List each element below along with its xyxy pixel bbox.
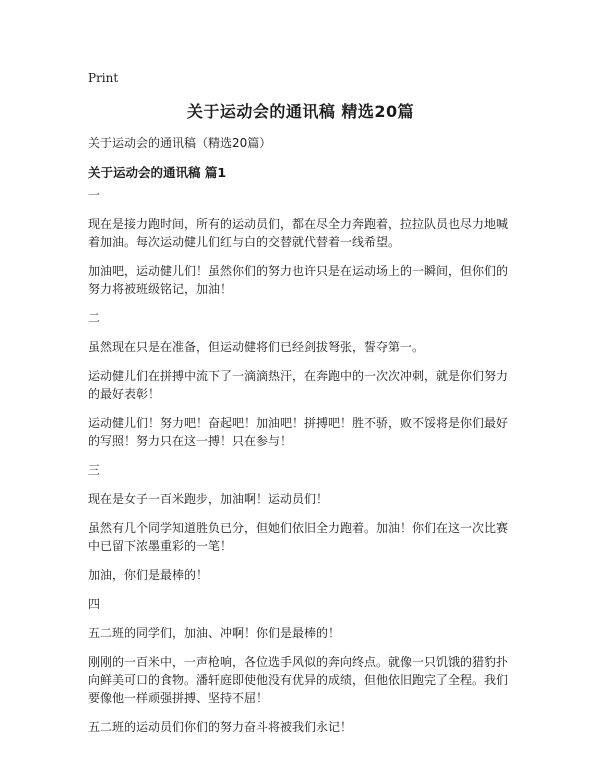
page-title: 关于运动会的通讯稿 精选20篇 [186,102,415,121]
paragraph: 刚刚的一百米中，一声枪响，各位选手风似的奔向终点。就像一只饥饿的猎豹扑向鲜美可口的食物。潘轩庭即使他没有优异的成绩，但他依旧跑完了全程。我们要像他一样顽强拼搏、坚持不屈！ [88,655,509,705]
page-subtitle: 关于运动会的通讯稿（精选20篇） [88,136,272,150]
paragraph: 五二班的同学们，加油、冲啊！你们是最棒的！ [88,626,341,640]
paragraph: 加油，你们是最棒的！ [88,568,209,582]
section-marker: 一 [88,188,101,202]
paragraph: 运动健儿们！努力吧！奋起吧！加油吧！拼搏吧！胜不骄，败不馁将是你们最好的写照！努力只在这一搏！只在参与！ [88,416,509,448]
paragraph: 五二班的运动员们你们的努力奋斗将被我们永记！ [88,720,353,734]
paragraph: 加油吧，运动健儿们！虽然你们的努力也许只是在运动场上的一瞬间，但你们的努力将被班级铭记，加油！ [88,264,509,296]
article-body [88,186,516,747]
print-link[interactable]: Print [88,71,119,85]
paragraph: 现在是接力跑时间，所有的运动员们，都在尽全力奔跑着，拉拉队员也尽力地喊着加油。每次运动健儿们红与白的交替就代替着一线希望。 [88,217,509,249]
section-marker: 三 [88,463,101,477]
section-marker: 四 [88,597,101,611]
paragraph: 虽然有几个同学知道胜负已分，但她们依旧全力跑着。加油！你们在这一次比赛中已留下浓墨重彩的一笔！ [88,521,509,553]
paragraph: 运动健儿们在拼搏中流下了一滴滴热汗，在奔跑中的一次次冲刺，就是你们努力的最好表彰！ [88,369,509,401]
section-heading: 关于运动会的通讯稿 篇1 [88,165,227,180]
section-marker: 二 [88,311,101,325]
paragraph: 现在是女子一百米跑步，加油啊！运动员们！ [88,492,329,506]
paragraph: 虽然现在只是在准备，但运动健将们已经剑拔弩张，誓夺第一。 [88,340,425,354]
